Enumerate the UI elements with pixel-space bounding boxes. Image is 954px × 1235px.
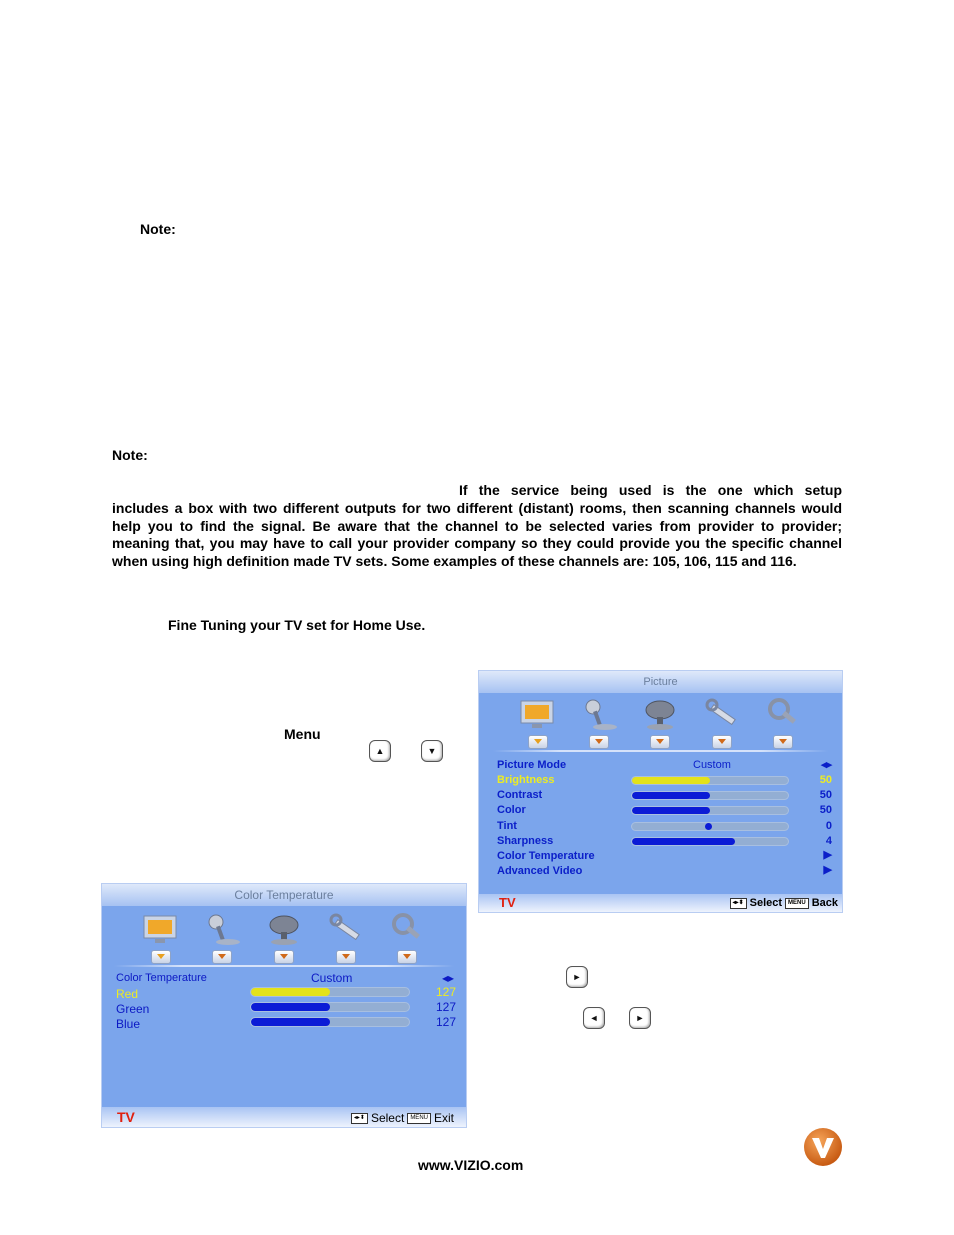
down-arrow-icon[interactable] bbox=[712, 735, 732, 749]
left-right-icon: ◂▸ bbox=[820, 759, 832, 771]
green-label[interactable]: Green bbox=[116, 1002, 150, 1016]
color-temperature-value: Custom bbox=[311, 971, 353, 985]
color-temp-osd-title: Color Temperature bbox=[102, 884, 466, 906]
back-label: Back bbox=[811, 897, 838, 909]
right-key-icon-2: ► bbox=[629, 1007, 651, 1029]
color-temp-osd-icon-row bbox=[102, 910, 466, 948]
note-paragraph bbox=[112, 482, 842, 571]
footer-url: www.VIZIO.com bbox=[418, 1157, 524, 1173]
picture-icon[interactable] bbox=[140, 910, 182, 948]
left-right-icon: ◂▸ bbox=[441, 971, 454, 985]
down-arrow-icon[interactable] bbox=[212, 950, 232, 964]
tint-value: 0 bbox=[825, 820, 832, 832]
paragraph-line-1: If the service being used is the one which setup bbox=[459, 482, 842, 498]
menu-key-icon: MENU bbox=[407, 1113, 431, 1124]
blue-bar[interactable] bbox=[250, 1017, 410, 1027]
select-label: Select bbox=[370, 1111, 405, 1125]
red-bar[interactable] bbox=[250, 987, 410, 997]
tv-source-label: TV bbox=[499, 895, 516, 910]
contrast-label[interactable]: Contrast bbox=[497, 789, 543, 801]
section-heading: Fine Tuning your TV set for Home Use. bbox=[168, 617, 426, 633]
paragraph-body: includes a box with two different outputs for two different (distant) rooms, then scanning channels would help you to find the signal. Be aware that the channel to be selected varies from provider to provider; meaning that, you may have to call your provider company so they could provide you the specific channel when using high definition made TV sets. Some examples of these channels are: 105, 106, 115 and 116. bbox=[112, 499, 842, 570]
down-key-icon: ▼ bbox=[421, 740, 443, 762]
tint-label[interactable]: Tint bbox=[497, 820, 517, 832]
select-label: Select bbox=[749, 897, 783, 909]
down-arrow-icon[interactable] bbox=[650, 735, 670, 749]
picture-mode-label[interactable]: Picture Mode bbox=[497, 759, 567, 771]
picture-osd-title: Picture bbox=[479, 671, 842, 693]
picture-osd-footer-help bbox=[730, 897, 838, 909]
color-value: 50 bbox=[819, 804, 832, 816]
up-key-icon: ▲ bbox=[369, 740, 391, 762]
picture-osd-panel bbox=[478, 670, 843, 913]
menu-label: Menu bbox=[284, 726, 321, 742]
down-arrow-icon[interactable] bbox=[773, 735, 793, 749]
exit-label: Exit bbox=[433, 1111, 454, 1125]
sharpness-bar[interactable] bbox=[631, 837, 789, 846]
red-label[interactable]: Red bbox=[116, 987, 139, 1001]
right-arrow-icon: ▶ bbox=[823, 864, 832, 876]
green-bar[interactable] bbox=[250, 1002, 410, 1012]
picture-icon[interactable] bbox=[517, 695, 559, 733]
brightness-label[interactable]: Brightness bbox=[497, 774, 555, 786]
navigation-keys-icon: ◂▸⬍ bbox=[351, 1113, 368, 1124]
down-arrow-icon[interactable] bbox=[336, 950, 356, 964]
color-temperature-label[interactable]: Color Temperature bbox=[116, 972, 207, 984]
tint-bar[interactable] bbox=[631, 822, 789, 831]
vizio-logo-icon bbox=[803, 1127, 843, 1167]
menu-key-icon: MENU bbox=[785, 898, 809, 909]
sharpness-value: 4 bbox=[825, 835, 832, 847]
note-label-2: Note: bbox=[112, 447, 148, 463]
tv-antenna-icon[interactable] bbox=[639, 695, 681, 733]
color-temp-osd-footer bbox=[102, 1107, 466, 1127]
setup-icon[interactable] bbox=[701, 695, 743, 733]
brightness-bar[interactable] bbox=[631, 776, 789, 785]
navigation-keys-icon: ◂▸⬍ bbox=[730, 898, 747, 909]
tv-source-label: TV bbox=[117, 1109, 135, 1125]
color-temp-osd-footer-help bbox=[351, 1111, 454, 1125]
sharpness-label[interactable]: Sharpness bbox=[497, 835, 554, 847]
color-bar[interactable] bbox=[631, 806, 789, 815]
blue-label[interactable]: Blue bbox=[116, 1017, 141, 1031]
down-arrow-icon[interactable] bbox=[151, 950, 171, 964]
down-arrow-icon[interactable] bbox=[589, 735, 609, 749]
parental-icon[interactable] bbox=[762, 695, 804, 733]
audio-icon[interactable] bbox=[201, 910, 243, 948]
note-label-1: Note: bbox=[140, 221, 176, 237]
vizio-logo bbox=[803, 1127, 843, 1167]
down-arrow-icon[interactable] bbox=[528, 735, 548, 749]
picture-osd-icon-row bbox=[479, 695, 842, 733]
red-value: 127 bbox=[435, 985, 456, 999]
down-arrow-icon[interactable] bbox=[274, 950, 294, 964]
down-arrow-icon[interactable] bbox=[397, 950, 417, 964]
blue-value: 127 bbox=[435, 1015, 456, 1029]
setup-icon[interactable] bbox=[325, 910, 367, 948]
parental-icon[interactable] bbox=[386, 910, 428, 948]
color-temp-osd-arrow-row bbox=[102, 950, 466, 964]
divider bbox=[114, 965, 454, 967]
color-label[interactable]: Color bbox=[497, 804, 526, 816]
contrast-value: 50 bbox=[819, 789, 832, 801]
audio-icon[interactable] bbox=[578, 695, 620, 733]
picture-osd-arrow-row bbox=[479, 735, 842, 749]
contrast-bar[interactable] bbox=[631, 791, 789, 800]
brightness-value: 50 bbox=[819, 774, 832, 786]
picture-mode-value: Custom bbox=[693, 759, 731, 771]
right-key-icon: ► bbox=[566, 966, 588, 988]
picture-osd-footer bbox=[479, 894, 842, 912]
advanced-video-label[interactable]: Advanced Video bbox=[497, 865, 583, 877]
left-key-icon: ◄ bbox=[583, 1007, 605, 1029]
divider bbox=[493, 750, 828, 752]
green-value: 127 bbox=[435, 1000, 456, 1014]
color-temperature-label[interactable]: Color Temperature bbox=[497, 850, 595, 862]
right-arrow-icon: ▶ bbox=[823, 849, 832, 861]
tv-antenna-icon[interactable] bbox=[263, 910, 305, 948]
color-temperature-osd-panel bbox=[101, 883, 467, 1128]
